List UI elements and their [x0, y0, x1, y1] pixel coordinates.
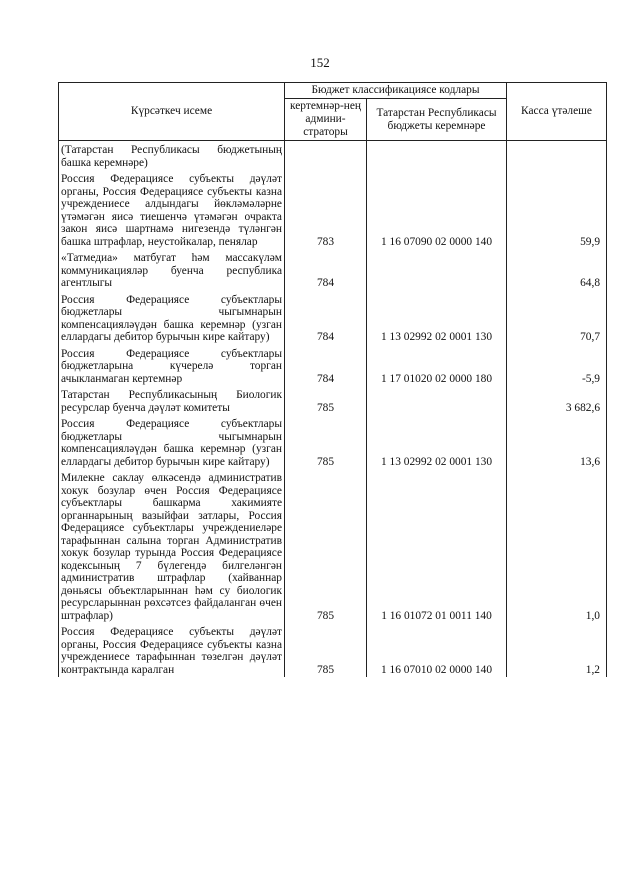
row-name: Россия Федерациясе субъектлары бюджетлары чыгымнарын компенсацияләүдән башка керемнәр (узган еллардагы дебитор бурычын кире кайтару) [59, 291, 285, 345]
header-revenue-code: Татарстан Республикасы бюджеты керемнәре [367, 99, 507, 141]
row-admin: 784 [285, 345, 367, 387]
table-row [59, 469, 607, 623]
row-code [367, 249, 507, 291]
row-code: 1 16 07010 02 0000 140 [367, 623, 507, 677]
row-admin [285, 141, 367, 171]
table-row [59, 170, 607, 249]
header-indicator-name: Күрсәткеч исеме [59, 83, 285, 141]
row-sum: 13,6 [507, 415, 607, 469]
row-code: 1 16 07090 02 0000 140 [367, 170, 507, 249]
row-name: «Татмедиа» матбугат һәм массакүләм коммуникацияләр буенча республика агентлыгы [59, 249, 285, 291]
row-name: Россия Федерациясе субъекты дәүләт органы, Россия Федерациясе субъекты казна учреждениесе тарафыннан төзелгән дәүләт контрактында каралган [59, 623, 285, 677]
table-row [59, 415, 607, 469]
row-sum: 70,7 [507, 291, 607, 345]
row-name: Татарстан Республикасының Биологик ресурслар буенча дәүләт комитеты [59, 386, 285, 415]
row-sum: -5,9 [507, 345, 607, 387]
row-admin: 785 [285, 623, 367, 677]
budget-table [58, 82, 607, 677]
row-admin: 785 [285, 415, 367, 469]
row-name: Россия Федерациясе субъектлары бюджетлары чыгымнарын компенсацияләүдән башка керемнәр (узган еллардагы дебитор бурычын кире кайтару) [59, 415, 285, 469]
row-admin: 785 [285, 469, 367, 623]
header-cash-execution: Касса үтәлеше [507, 83, 607, 141]
row-sum: 1,0 [507, 469, 607, 623]
row-name: (Татарстан Республикасы бюджетының башка керемнәре) [59, 141, 285, 171]
row-code: 1 16 01072 01 0011 140 [367, 469, 507, 623]
table-row [59, 386, 607, 415]
header-classification-codes: Бюджет классификациясе кодлары [285, 83, 507, 99]
header-administrator: кертемнәр-нең админи-страторы [285, 99, 367, 141]
row-code [367, 386, 507, 415]
table-row [59, 623, 607, 677]
row-sum [507, 141, 607, 171]
row-name: Россия Федерациясе субъектлары бюджетларына күчерелә торган ачыкланмаган кертемнәр [59, 345, 285, 387]
table-row [59, 345, 607, 387]
row-admin: 784 [285, 249, 367, 291]
row-code: 1 13 02992 02 0001 130 [367, 415, 507, 469]
row-name: Милекне саклау өлкәсендә административ хокук бозулар өчен Россия Федерациясе субъектлары башкарма хакимияте органнарының вазыйфаи затлары, Россия Федерациясе субъектлары учреждениеләре тарафыннан салына торган Административ хокук бозулар турында Россия Федерациясе кодексының 7 бүлегендә билгеләнгән административ штрафлар (хайваннар дөньясы объектларыннан һәм су биологик ресурсларыннан рөхсәтсез файдаланган өчен штрафлар) [59, 469, 285, 623]
row-admin: 783 [285, 170, 367, 249]
row-name: Россия Федерациясе субъекты дәүләт органы, Россия Федерациясе субъекты казна учреждениесе алдындагы йөкләмәләрне үтәмәгән яисә тиешенчә үтәмәгән очракта закон яисә шартнамә нигезендә түләнгән башка штрафлар, неустойкалар, пенялар [59, 170, 285, 249]
row-code [367, 141, 507, 171]
row-sum: 1,2 [507, 623, 607, 677]
table-row [59, 249, 607, 291]
row-code: 1 13 02992 02 0001 130 [367, 291, 507, 345]
row-code: 1 17 01020 02 0000 180 [367, 345, 507, 387]
row-admin: 785 [285, 386, 367, 415]
row-admin: 784 [285, 291, 367, 345]
row-sum: 64,8 [507, 249, 607, 291]
table-row [59, 141, 607, 171]
page-number: 152 [310, 55, 330, 70]
table-row [59, 291, 607, 345]
row-sum: 59,9 [507, 170, 607, 249]
row-sum: 3 682,6 [507, 386, 607, 415]
